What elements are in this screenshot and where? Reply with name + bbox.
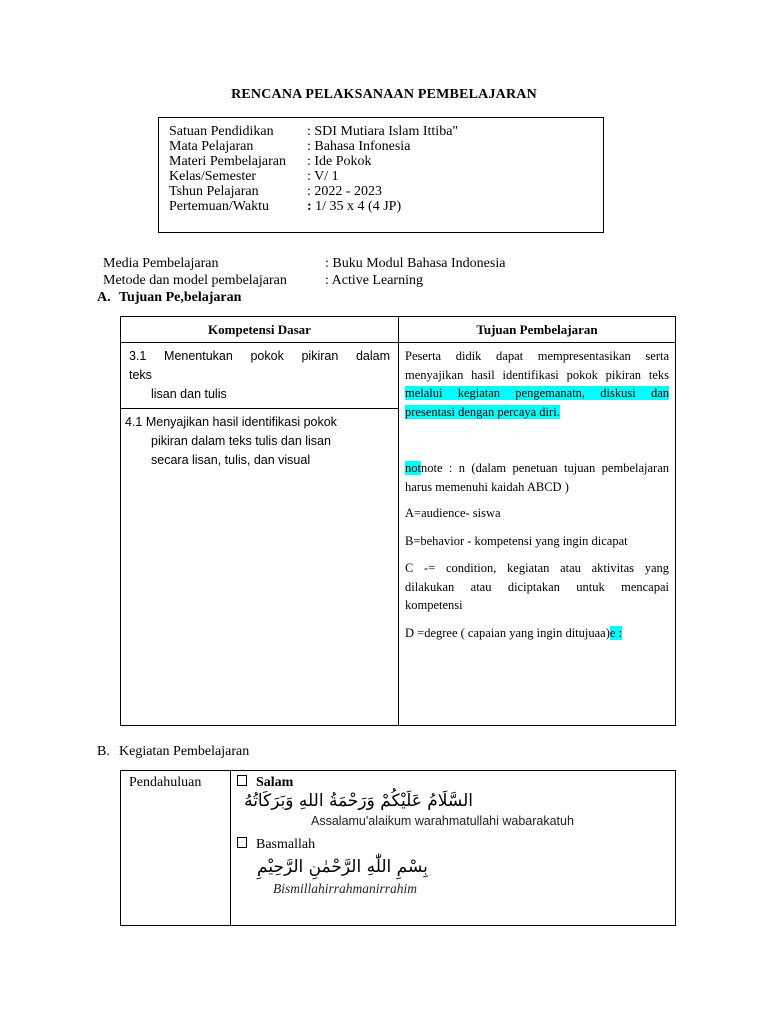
meta-row-method (103, 273, 423, 289)
identity-row (169, 139, 410, 154)
salam-latin: Assalamu'alaikum warahmatullahi wabarakatuh (311, 814, 574, 828)
meta-label: Metode dan model pembelajaran (103, 273, 287, 288)
identity-value: : V/ 1 (307, 169, 339, 184)
identity-value: : Bahasa Infonesia (307, 139, 411, 154)
section-title: Tujuan Pe,belajaran (119, 290, 242, 305)
tujuan-cell (399, 343, 676, 726)
activity-cell (231, 771, 676, 926)
basmallah-item (237, 837, 315, 853)
tujuan-plain: Peserta didik dapat mempresentasikan serta menyajikan hasil identifikasi pokok pikiran teks (405, 349, 669, 382)
kd-text: 3.1 Menentukan pokok pikiran dalam (129, 349, 390, 363)
identity-value: : Ide Pokok (307, 154, 372, 169)
kd-text: pikiran dalam teks tulis dan lisan (151, 434, 331, 448)
identity-value: : SDI Mutiara Islam Ittiba" (307, 124, 459, 139)
abcd-d-text: D =degree ( capaian yang ingin ditujuaa) (405, 625, 610, 640)
abcd-d-highlight: e : (609, 625, 623, 640)
identity-value: 1/ 35 x 4 (4 JP) (311, 199, 402, 214)
kd-cell-4-1 (121, 409, 399, 726)
salam-label: Salam (256, 775, 294, 790)
kd-text: lisan dan tulis (151, 387, 227, 401)
checkbox-icon (237, 775, 247, 786)
kd-text: teks (129, 368, 152, 382)
abcd-a: A=audience- siswa (405, 506, 501, 520)
section-b-heading (97, 744, 249, 760)
header-tujuan-pembelajaran: Tujuan Pembelajaran (399, 317, 676, 343)
tujuan-text (405, 347, 669, 421)
basmallah-latin: Bismillahirrahmanirrahim (273, 881, 418, 896)
meta-value: : Buku Modul Bahasa Indonesia (325, 256, 506, 271)
checkbox-icon (237, 837, 247, 848)
basmallah-arabic-line (257, 857, 428, 877)
identity-row (169, 154, 372, 169)
header-kompetensi-dasar: Kompetensi Dasar (121, 317, 399, 343)
identity-colon: : (307, 199, 312, 214)
identity-label: Satuan Pendidikan (169, 124, 274, 139)
note-text (405, 459, 669, 496)
section-letter: B. (97, 744, 110, 759)
identity-row (169, 199, 401, 214)
meta-row-media (103, 256, 505, 272)
section-title: Kegiatan Pembelajaran (119, 744, 250, 759)
section-a-heading (97, 290, 241, 306)
identity-value: : 2022 - 2023 (307, 184, 383, 199)
note-highlight: not (405, 461, 421, 475)
salam-arabic: السَّلَامُ عَلَيْكُمْ وَرَحْمَةُ اللهِ وَبَرَكَاتُهُ (244, 791, 473, 811)
identity-row (169, 169, 339, 184)
phase-cell: Pendahuluan (121, 771, 231, 926)
identity-row (169, 184, 382, 199)
kompetensi-table (120, 316, 676, 726)
kd-cell-3-1 (121, 343, 399, 409)
abcd-c: C -= condition, kegiatan atau aktivitas yang dilakukan atau diciptakan untuk mencapai kompetensi (405, 561, 669, 612)
identity-label: Tshun Pelajaran (169, 184, 259, 199)
tujuan-highlight: melalui kegiatan pengemanatn, diskusi dan presentasi dengan percaya diri. (405, 386, 669, 419)
meta-label: Media Pembelajaran (103, 256, 219, 271)
salam-item (237, 775, 293, 791)
note-body: note : n (dalam penetuan tujuan pembelajaran harus memenuhi kaidah ABCD ) (405, 461, 669, 494)
identity-label: Kelas/Semester (169, 169, 257, 184)
identity-label: Materi Pembelajaran (169, 154, 287, 169)
identity-label: Pertemuan/Waktu (169, 199, 269, 214)
identity-box (158, 117, 604, 233)
kd-text: secara lisan, tulis, dan visual (151, 453, 311, 467)
identity-label: Mata Pelajaran (169, 139, 254, 154)
abcd-d (405, 624, 669, 643)
basmallah-label: Basmallah (256, 837, 316, 852)
basmallah-arabic: بِسْمِ اللّٰهِ الرَّحْمٰنِ الرَّحِيْمِ (257, 857, 428, 877)
meta-value: : Active Learning (325, 273, 423, 288)
section-letter: A. (97, 290, 111, 305)
kd-text: 4.1 Menyajikan hasil identifikasi pokok (125, 415, 337, 429)
kegiatan-table (120, 770, 676, 926)
abcd-b: B=behavior - kompetensi yang ingin dicapat (405, 533, 628, 548)
identity-row (169, 124, 458, 139)
page-title: RENCANA PELAKSANAAN PEMBELAJARAN (231, 87, 537, 102)
